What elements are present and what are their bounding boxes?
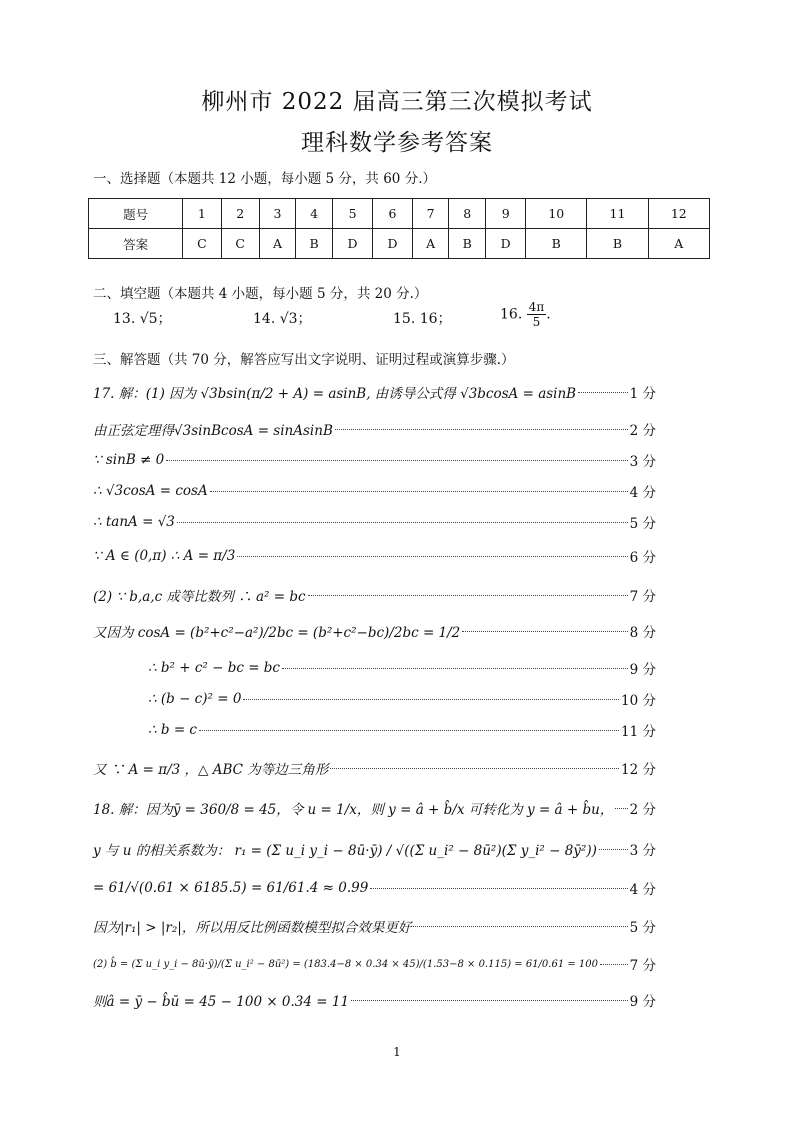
solution-line xyxy=(93,584,656,606)
score: 7 分 xyxy=(629,958,656,974)
answer-cell: A xyxy=(648,229,709,259)
row-label-answer: 答案 xyxy=(89,229,183,259)
dot-leader xyxy=(462,631,627,632)
answer-cell: D xyxy=(373,229,413,259)
dot-leader xyxy=(600,964,628,965)
section-multiple-choice-heading: 一、选择题（本题共 12 小题，每小题 5 分，共 60 分.） xyxy=(93,171,436,187)
fill-fraction xyxy=(527,300,547,329)
solution-text: ∵ A ∈ (0,π) ∴ A = π/3 xyxy=(93,548,236,564)
score: 1 分 xyxy=(629,386,656,402)
answer-key-title: 理科数学参考答案 xyxy=(301,130,493,156)
solution-line xyxy=(93,838,656,860)
dot-leader xyxy=(578,392,628,393)
solution-line xyxy=(148,657,656,679)
answer-table xyxy=(88,198,710,259)
score: 8 分 xyxy=(629,625,656,641)
solution-text: 又因为 cosA = (b²+c²−a²)/2bc = (b²+c²−bc)/2bc = 1/2 xyxy=(93,625,461,641)
solution-text: = 61/√(0.61 × 6185.5) = 61/61.4 ≈ 0.99 xyxy=(93,880,369,896)
question-number: 10 xyxy=(526,199,587,229)
solution-line xyxy=(93,480,656,502)
fill-label: 13. xyxy=(113,311,136,327)
answer-cell: B xyxy=(296,229,333,259)
question-number: 5 xyxy=(333,199,373,229)
solution-text: 因为|r₁| > |r₂|，所以用反比例函数模型拟合效果更好 xyxy=(93,920,412,936)
dot-leader xyxy=(282,668,628,669)
dot-leader xyxy=(166,460,627,461)
solution-line xyxy=(148,719,656,741)
table-row xyxy=(89,199,710,229)
solution-line xyxy=(93,511,656,533)
fill-answer-14 xyxy=(253,308,312,328)
answer-cell: B xyxy=(449,229,486,259)
solution-text: ∴ (b − c)² = 0 xyxy=(148,691,242,707)
solution-text: ∵ sinB ≠ 0 xyxy=(93,452,165,468)
score: 5 分 xyxy=(629,920,656,936)
question-number: 6 xyxy=(373,199,413,229)
dot-leader xyxy=(599,849,628,850)
solution-line xyxy=(93,381,656,403)
question-number: 12 xyxy=(648,199,709,229)
solution-line xyxy=(93,418,656,440)
solution-line xyxy=(93,545,656,567)
solution-text: 则â = ȳ − b̂ū = 45 − 100 × 0.34 = 11 xyxy=(93,994,350,1010)
dot-leader xyxy=(237,556,627,557)
exam-title: 柳州市 2022 届高三第三次模拟考试 xyxy=(201,89,593,115)
solution-line xyxy=(148,688,656,710)
fill-label: 16. xyxy=(500,306,523,323)
answer-cell: C xyxy=(221,229,259,259)
score: 4 分 xyxy=(629,485,656,501)
question-number: 11 xyxy=(587,199,648,229)
solution-text: 由正弦定理得√3sinBcosA = sinAsinB xyxy=(93,423,333,439)
fill-value: √5； xyxy=(139,311,172,327)
score: 6 分 xyxy=(629,550,656,566)
question-number: 2 xyxy=(221,199,259,229)
question-number: 3 xyxy=(259,199,295,229)
question-number: 8 xyxy=(449,199,486,229)
solution-text: y 与 u 的相关系数为： r₁ = (Σ u_i y_i − 8ū·ȳ) / √((Σ u_i² − 8ū²)(Σ y_i² − 8ȳ²)) xyxy=(93,843,597,859)
section-fill-in-heading: 二、填空题（本题共 4 小题，每小题 5 分，共 20 分.） xyxy=(93,286,428,302)
dot-leader xyxy=(308,595,628,596)
fill-answer-16 xyxy=(500,300,551,329)
table-row xyxy=(89,229,710,259)
solution-text: ∴ tanA = √3 xyxy=(93,514,175,530)
solution-text: 又 ∵ A = π/3 ，△ ABC 为等边三角形 xyxy=(93,762,329,778)
question-number: 7 xyxy=(412,199,448,229)
dot-leader xyxy=(199,730,619,731)
dot-leader xyxy=(370,888,627,889)
dot-leader xyxy=(177,522,628,523)
dot-leader xyxy=(210,491,628,492)
score: 5 分 xyxy=(629,516,656,532)
page-number: 1 xyxy=(393,1045,401,1059)
solution-line xyxy=(93,620,656,642)
score: 10 分 xyxy=(621,693,656,709)
row-label-question: 题号 xyxy=(89,199,183,229)
fill-label: 15. xyxy=(393,311,416,327)
score: 11 分 xyxy=(621,724,656,740)
solution-line xyxy=(93,757,656,779)
solution-line xyxy=(93,797,656,819)
score: 3 分 xyxy=(629,843,656,859)
fraction-numerator: 4π xyxy=(528,300,545,314)
dot-leader xyxy=(335,429,628,430)
answer-cell: B xyxy=(587,229,648,259)
score: 4 分 xyxy=(629,882,656,898)
solution-line xyxy=(93,915,656,937)
score: 9 分 xyxy=(629,662,656,678)
question-number: 1 xyxy=(183,199,221,229)
question-number: 4 xyxy=(296,199,333,229)
answer-cell: B xyxy=(526,229,587,259)
dot-leader xyxy=(243,699,619,700)
score: 12 分 xyxy=(621,762,656,778)
fill-answer-13 xyxy=(113,308,172,328)
solution-text: ∴ √3cosA = cosA xyxy=(93,483,208,499)
fill-value: 16； xyxy=(419,311,452,327)
dot-leader xyxy=(413,926,627,927)
fraction-denominator: 5 xyxy=(532,315,541,329)
answer-cell: D xyxy=(486,229,526,259)
answer-cell: D xyxy=(333,229,373,259)
solution-text: 17. 解：(1) 因为 √3bsin(π/2 + A) = asinB, 由诱导公式得 √3bcosA = asinB xyxy=(93,386,577,402)
fill-value: √3； xyxy=(279,311,312,327)
dot-leader xyxy=(351,1000,628,1001)
score: 2 分 xyxy=(629,423,656,439)
score: 9 分 xyxy=(629,994,656,1010)
solution-line xyxy=(93,989,656,1011)
solution-text: 18. 解：因为ȳ = 360/8 = 45，令 u = 1/x，则 y = â + b̂/x 可转化为 y = â + b̂u， xyxy=(93,802,614,818)
answer-cell: C xyxy=(183,229,221,259)
question-number: 9 xyxy=(486,199,526,229)
solution-text: ∴ b = c xyxy=(148,722,197,738)
solution-text: ∴ b² + c² − bc = bc xyxy=(148,660,280,676)
answer-cell: A xyxy=(259,229,295,259)
section-solutions-heading: 三、解答题（共 70 分，解答应写出文字说明、证明过程或演算步骤.） xyxy=(93,352,515,368)
fill-label: 14. xyxy=(253,311,276,327)
fill-answer-15 xyxy=(393,308,452,328)
score: 7 分 xyxy=(629,589,656,605)
dot-leader xyxy=(330,768,619,769)
solution-line xyxy=(93,449,656,471)
score: 3 分 xyxy=(629,454,656,470)
score: 2 分 xyxy=(629,802,656,818)
answer-cell: A xyxy=(412,229,448,259)
dot-leader xyxy=(615,808,627,809)
solution-line xyxy=(93,877,656,899)
solution-text: (2) ∵ b,a,c 成等比数列 ∴ a² = bc xyxy=(93,589,306,605)
fill-period: . xyxy=(546,306,551,323)
solution-text: (2) b̂ = (Σ u_i y_i − 8ū·ȳ)/(Σ u_i² − 8ū²) = (183.4−8 × 0.34 × 45)/(1.53−8 × 0.115) = 61/0.61 = 100 xyxy=(93,958,599,970)
solution-line xyxy=(93,953,656,975)
